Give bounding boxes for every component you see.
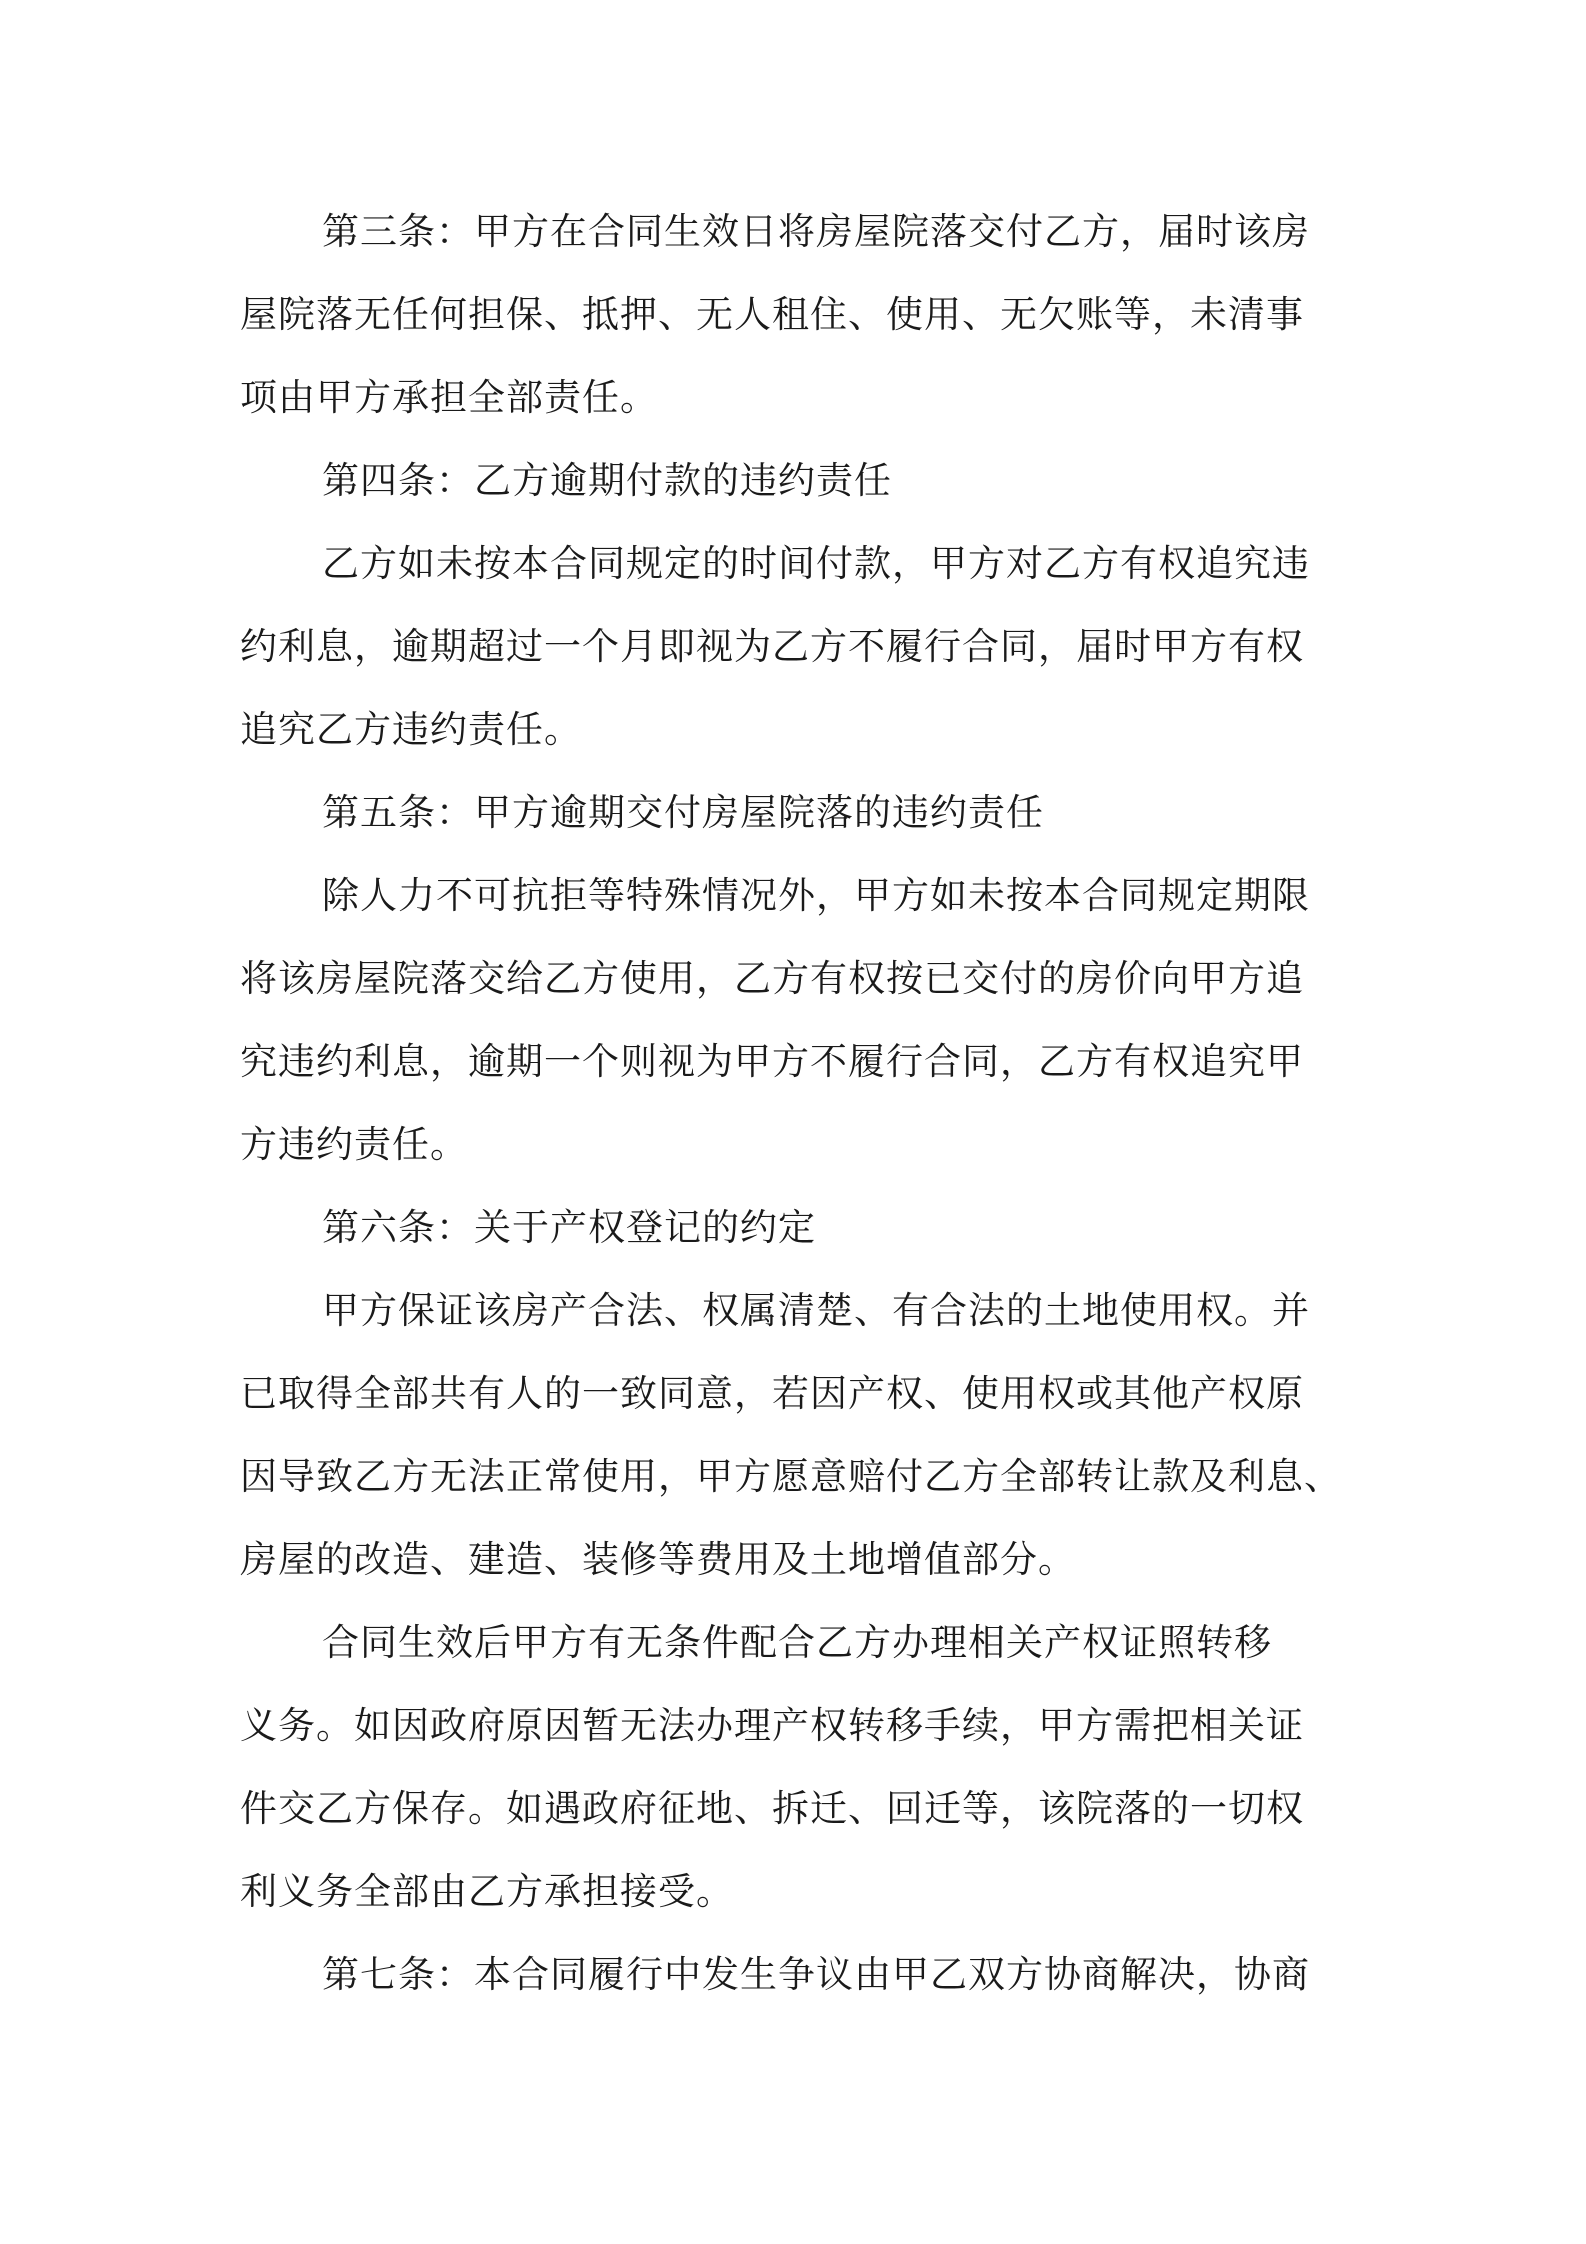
- article-5-heading: 第五条：甲方逾期交付房屋院落的违约责任: [322, 791, 1044, 834]
- article-6-line-1: 甲方保证该房产合法、权属清楚、有合法的土地使用权。并: [322, 1289, 1310, 1332]
- article-6-line-2: 已取得全部共有人的一致同意，若因产权、使用权或其他产权原: [240, 1372, 1304, 1415]
- article-4-heading: 第四条：乙方逾期付款的违约责任: [322, 459, 892, 502]
- article-6-para-2-line-3: 件交乙方保存。如遇政府征地、拆迁、回迁等，该院落的一切权: [240, 1787, 1304, 1830]
- article-5-line-3: 究违约利息，逾期一个则视为甲方不履行合同，乙方有权追究甲: [240, 1040, 1304, 1083]
- article-5-line-4: 方违约责任。: [240, 1123, 468, 1166]
- article-5-line-1: 除人力不可抗拒等特殊情况外，甲方如未按本合同规定期限: [322, 874, 1310, 917]
- article-6-para-2-line-4: 利义务全部由乙方承担接受。: [240, 1870, 734, 1913]
- article-3-line-1: 第三条：甲方在合同生效日将房屋院落交付乙方，届时该房: [322, 210, 1310, 253]
- document-body: [240, 190, 1360, 2016]
- article-3-line-3: 项由甲方承担全部责任。: [240, 376, 658, 419]
- article-4-line-1: 乙方如未按本合同规定的时间付款，甲方对乙方有权追究违: [322, 542, 1310, 585]
- article-3-line-2: 屋院落无任何担保、抵押、无人租住、使用、无欠账等，未清事: [240, 293, 1304, 336]
- article-7-line-1: 第七条：本合同履行中发生争议由甲乙双方协商解决，协商: [322, 1953, 1310, 1996]
- article-6-heading: 第六条：关于产权登记的约定: [322, 1206, 816, 1249]
- article-5-line-2: 将该房屋院落交给乙方使用，乙方有权按已交付的房价向甲方追: [240, 957, 1304, 1000]
- article-6-para-2-line-1: 合同生效后甲方有无条件配合乙方办理相关产权证照转移: [322, 1621, 1272, 1664]
- article-6-line-3: 因导致乙方无法正常使用，甲方愿意赔付乙方全部转让款及利息、: [240, 1455, 1342, 1498]
- article-6-line-4: 房屋的改造、建造、装修等费用及土地增值部分。: [240, 1538, 1076, 1581]
- article-4-line-3: 追究乙方违约责任。: [240, 708, 582, 751]
- article-4-line-2: 约利息，逾期超过一个月即视为乙方不履行合同，届时甲方有权: [240, 625, 1304, 668]
- article-6-para-2-line-2: 义务。如因政府原因暂无法办理产权转移手续，甲方需把相关证: [240, 1704, 1304, 1747]
